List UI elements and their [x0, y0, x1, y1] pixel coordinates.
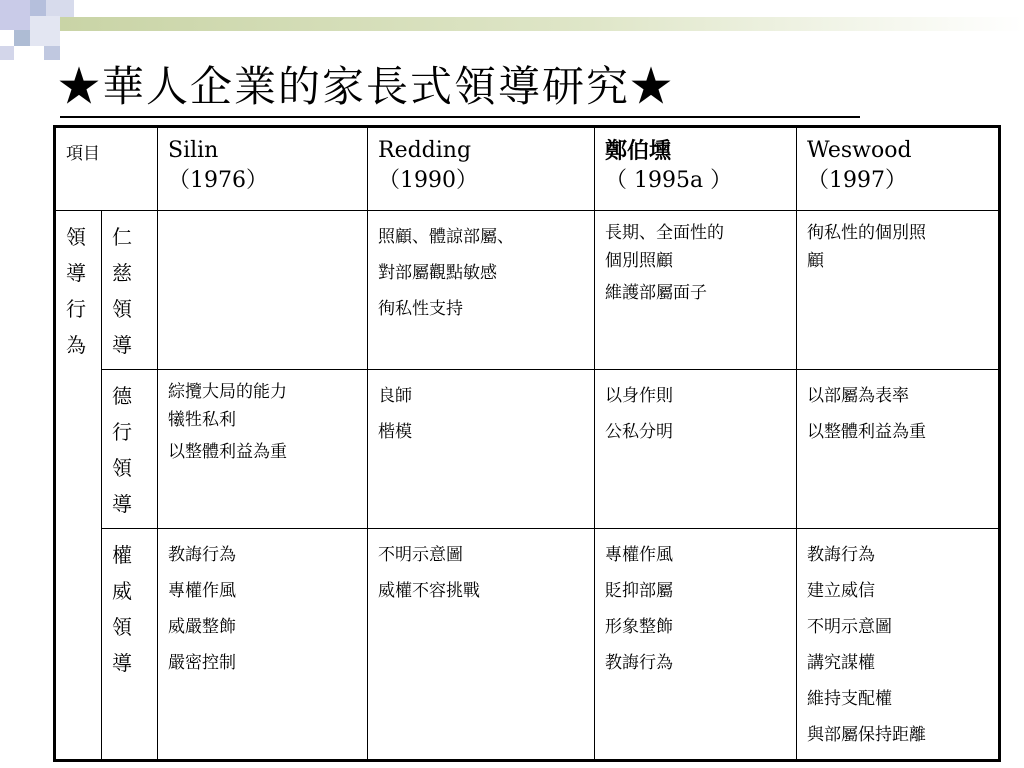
author-name: Silin: [168, 138, 219, 163]
header-author-cell: [797, 127, 1000, 211]
cell-line: 長期、全面性的: [605, 223, 724, 243]
table-cell: [595, 370, 797, 529]
cell-line: 以整體利益為重: [168, 442, 287, 462]
cell-line: 公私分明: [605, 422, 673, 442]
row-label: 權威領導: [112, 543, 132, 675]
cell-line: 對部屬觀點敏感: [378, 263, 497, 283]
cell-line: 以身作則: [605, 386, 673, 406]
table-cell: [595, 529, 797, 761]
cell-line: 貶抑部屬: [605, 581, 673, 601]
cell-line: 良師: [378, 386, 412, 406]
cell-line: 以部屬為表率: [807, 386, 909, 406]
author-year: （1997）: [807, 168, 907, 193]
decorative-square: [0, 0, 30, 30]
table-cell: [797, 370, 1000, 529]
title-underline: [60, 116, 860, 118]
cell-line: 與部屬保持距離: [807, 725, 926, 745]
cell-line: 綜攬大局的能力: [168, 382, 287, 402]
cell-line: 徇私性的個別照: [807, 223, 926, 243]
author-name: Redding: [378, 138, 472, 163]
table-row: [55, 370, 1000, 529]
table-cell: [368, 529, 595, 761]
header-item-label: 項目: [66, 144, 100, 164]
table-cell: [797, 529, 1000, 761]
cell-line: 專權作風: [605, 545, 673, 565]
decorative-bar: [60, 17, 1024, 31]
table-cell: [158, 529, 368, 761]
cell-line: 以整體利益為重: [807, 422, 926, 442]
author-name: Weswood: [807, 138, 912, 163]
decorative-square: [30, 16, 60, 46]
group-label-cell: [55, 211, 102, 761]
header-author-cell: [368, 127, 595, 211]
header-item-cell: [55, 127, 158, 211]
cell-line: 嚴密控制: [168, 653, 236, 673]
cell-line: 不明示意圖: [807, 617, 892, 637]
cell-line: 個別照顧: [605, 251, 673, 271]
header-author-cell: [158, 127, 368, 211]
row-label-cell: [102, 529, 158, 761]
author-year: （1976）: [168, 168, 268, 193]
row-label-cell: [102, 211, 158, 370]
decorative-square: [14, 30, 30, 46]
table-cell: [368, 370, 595, 529]
row-label: 仁慈領導: [112, 225, 132, 357]
cell-line: 維護部屬面子: [605, 283, 707, 303]
table-row: [55, 211, 1000, 370]
author-year: （ 1995a ）: [605, 168, 733, 193]
decorative-square: [0, 46, 14, 60]
cell-line: 教誨行為: [168, 545, 236, 565]
table-cell: [797, 211, 1000, 370]
leadership-table: [53, 125, 1001, 762]
cell-line: 不明示意圖: [378, 545, 463, 565]
cell-line: 照顧、體諒部屬、: [378, 227, 514, 247]
author-name: 鄭伯壎: [605, 138, 672, 164]
group-label: 領導行為: [66, 225, 86, 357]
cell-line: 徇私性支持: [378, 299, 463, 319]
cell-line: 威權不容挑戰: [378, 581, 480, 601]
page-title: ★華人企業的家長式領導研究★: [58, 62, 675, 111]
table-header-row: [55, 127, 1000, 211]
table-cell: [368, 211, 595, 370]
cell-line: 教誨行為: [807, 545, 875, 565]
cell-line: 建立威信: [807, 581, 875, 601]
cell-line: 教誨行為: [605, 653, 673, 673]
table-row: [55, 529, 1000, 761]
cell-line: 講究謀權: [807, 653, 875, 673]
decorative-square: [30, 0, 46, 16]
cell-line: 形象整飾: [605, 617, 673, 637]
header-author-cell: [595, 127, 797, 211]
table-cell: [158, 211, 368, 370]
cell-line: 專權作風: [168, 581, 236, 601]
cell-line: 威嚴整飾: [168, 617, 236, 637]
author-year: （1990）: [378, 168, 478, 193]
table-cell: [595, 211, 797, 370]
cell-line: 楷模: [378, 422, 412, 442]
row-label: 德行領導: [112, 384, 132, 516]
table-cell: [158, 370, 368, 529]
cell-line: 犧牲私利: [168, 410, 236, 430]
cell-line: 維持支配權: [807, 689, 892, 709]
row-label-cell: [102, 370, 158, 529]
cell-line: 顧: [807, 251, 824, 271]
